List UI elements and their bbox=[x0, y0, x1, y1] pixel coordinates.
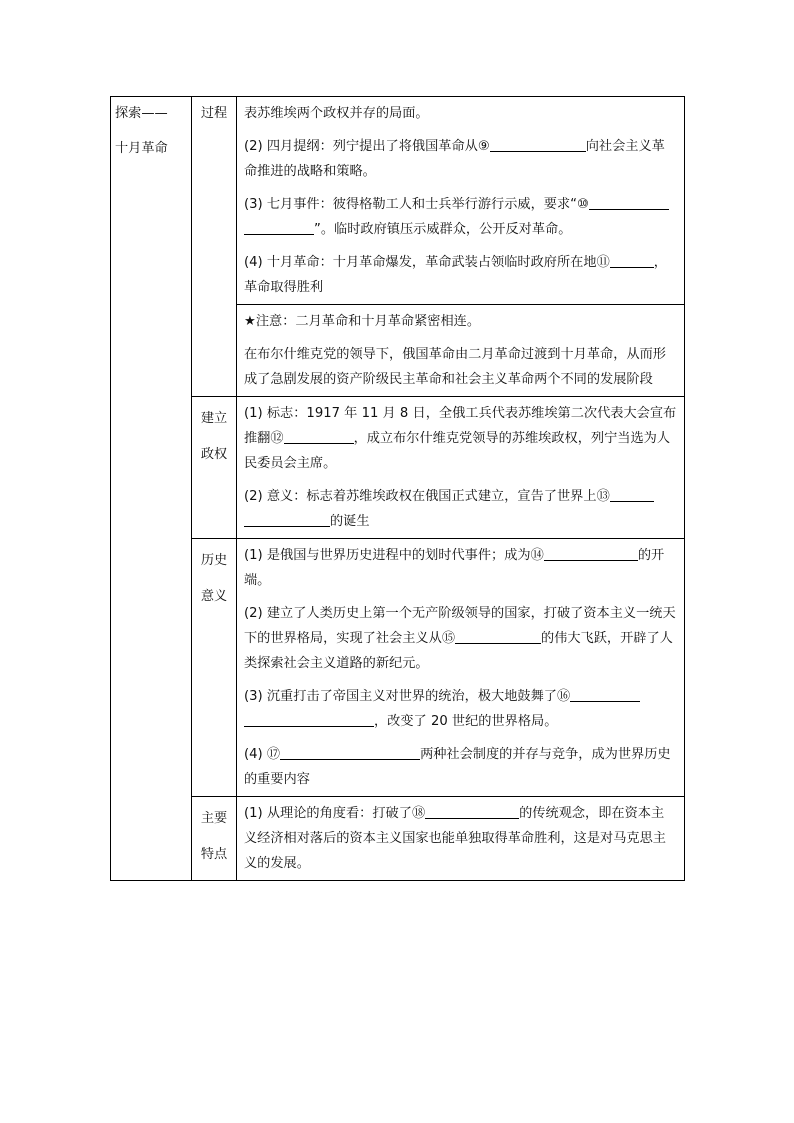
topic-line-1: 探索—— bbox=[115, 106, 168, 121]
fill-blank[interactable] bbox=[425, 803, 519, 819]
significance-para-3: (3) 沉重打击了帝国主义对世界的统治，极大地鼓舞了⑯ ，改变了 20 世纪的世界格局。 bbox=[244, 684, 677, 734]
fill-blank[interactable] bbox=[610, 252, 654, 268]
significance-label-2: 意义 bbox=[200, 589, 228, 604]
blank-number: ⑱ bbox=[411, 806, 426, 821]
table-row bbox=[111, 539, 685, 797]
process-para-0: 表苏维埃两个政权并存的局面。 bbox=[244, 106, 429, 121]
process-label: 过程 bbox=[200, 106, 228, 121]
significance-para-2: (2) 建立了人类历史上第一个无产阶级领导的国家，打破了资本主义一统天下的世界格局，实现了社会主义从⑮ 的伟大飞跃，开辟了人类探索社会主义道路的新纪元。 bbox=[244, 606, 676, 671]
fill-blank[interactable] bbox=[455, 628, 541, 644]
process-para-3: (4) 十月革命：十月革命爆发，革命武装占领临时政府所在地⑪ ，革命取得胜利 bbox=[244, 250, 677, 300]
features-label-2: 特点 bbox=[200, 847, 228, 862]
establish-label-1: 建立 bbox=[200, 411, 228, 426]
significance-para-4: (4) ⑰ 两种社会制度的并存与竞争，成为世界历史的重要内容 bbox=[244, 742, 677, 792]
fill-blank[interactable] bbox=[284, 428, 354, 444]
process-para-2: (3) 七月事件：彼得格勒工人和士兵举行游行示威，要求“⑩ ”。临时政府镇压示威群众，公开反对革命。 bbox=[244, 192, 677, 242]
note-para-1: ★注意：二月革命和十月革命紧密相连。 bbox=[244, 314, 481, 329]
establish-label-cell bbox=[192, 397, 237, 539]
features-label-cell bbox=[192, 797, 237, 881]
blank-number: ⑩ bbox=[577, 197, 589, 212]
establish-content-cell bbox=[237, 397, 685, 539]
blank-number: ⑫ bbox=[270, 431, 284, 446]
establish-label-2: 政权 bbox=[200, 447, 228, 462]
establish-para-2: (2) 意义：标志着苏维埃政权在俄国正式建立，宣告了世界上⑬ 的诞生 bbox=[244, 484, 677, 534]
fill-blank[interactable] bbox=[610, 486, 654, 502]
fill-blank[interactable] bbox=[244, 711, 374, 727]
note-para-2: 在布尔什维克党的领导下，俄国革命由二月革命过渡到十月革命，从而形成了急剧发展的资产阶级民主革命和社会主义革命两个不同的发展阶段 bbox=[244, 347, 666, 387]
note-cell bbox=[237, 305, 685, 397]
blank-number: ⑮ bbox=[441, 631, 455, 646]
fill-blank[interactable] bbox=[570, 686, 640, 702]
process-content-cell bbox=[237, 97, 685, 305]
blank-number: ⑭ bbox=[530, 548, 544, 563]
process-label-cell bbox=[192, 97, 237, 397]
content-table bbox=[110, 96, 685, 881]
fill-blank[interactable] bbox=[490, 136, 586, 152]
fill-blank[interactable] bbox=[244, 511, 330, 527]
fill-blank[interactable] bbox=[589, 194, 669, 210]
fill-blank[interactable] bbox=[280, 744, 420, 760]
table-row bbox=[111, 97, 685, 305]
blank-number: ⑰ bbox=[266, 747, 281, 762]
significance-para-1: (1) 是俄国与世界历史进程中的划时代事件；成为⑭ 的开端。 bbox=[244, 543, 677, 593]
blank-number: ⑨ bbox=[477, 139, 490, 154]
fill-blank[interactable] bbox=[544, 545, 638, 561]
process-para-1: (2) 四月提纲：列宁提出了将俄国革命从⑨ 向社会主义革命推进的战略和策略。 bbox=[244, 134, 677, 184]
features-label-1: 主要 bbox=[200, 811, 228, 826]
blank-number: ⑪ bbox=[596, 255, 610, 270]
significance-label-cell bbox=[192, 539, 237, 797]
table-row bbox=[111, 797, 685, 881]
topic-line-2: 十月革命 bbox=[115, 141, 168, 156]
features-para-1: (1) 从理论的角度看：打破了⑱ 的传统观念，即在资本主义经济相对落后的资本主义国家也能单独取得革命胜利，这是对马克思主义的发展。 bbox=[244, 801, 677, 876]
significance-content-cell bbox=[237, 539, 685, 797]
establish-para-1: (1) 标志：1917 年 11 月 8 日，全俄工兵代表苏维埃第二次代表大会宣布推翻⑫ ，成立布尔什维克党领导的苏维埃政权，列宁当选为人民委员会主席。 bbox=[244, 406, 677, 471]
blank-number: ⑬ bbox=[596, 489, 610, 504]
topic-cell bbox=[111, 97, 192, 881]
significance-label-1: 历史 bbox=[200, 553, 228, 568]
features-content-cell bbox=[237, 797, 685, 881]
fill-blank[interactable] bbox=[244, 219, 314, 235]
blank-number: ⑯ bbox=[557, 689, 571, 704]
table-row bbox=[111, 397, 685, 539]
